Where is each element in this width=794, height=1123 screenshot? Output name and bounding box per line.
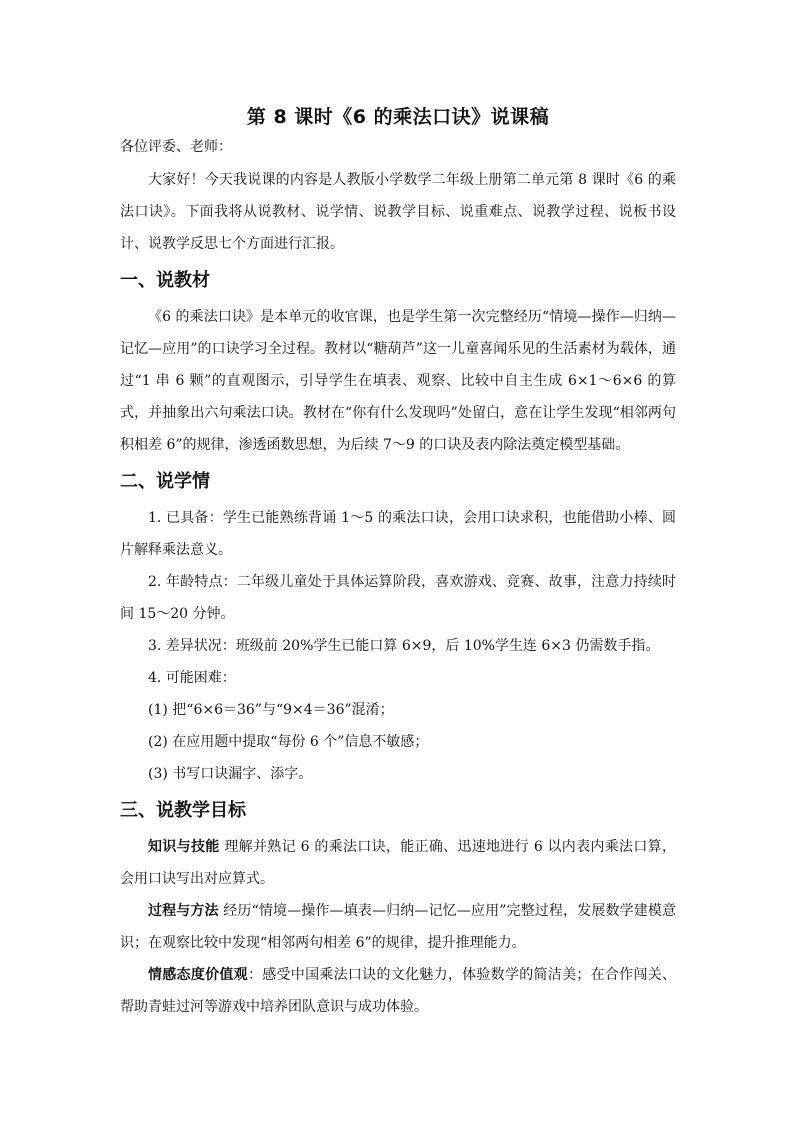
- sub-list-item: (3) 书写口诀漏字、添字。: [148, 766, 313, 782]
- goal-paragraph: [120, 959, 676, 1023]
- salutation: 各位评委、老师：: [120, 139, 232, 155]
- section-textbook: [120, 266, 676, 461]
- list-item: 3. 差异状况：班级前 20%学生已能口算 6×9，后 10%学生连 6×3 仍需数手指。: [148, 638, 660, 654]
- goal-text: 理解并熟记 6 的乘法口诀，能正确、迅速地进行 6 以内表内乘法口算，会用口诀写出对应算式。: [120, 839, 676, 887]
- section-goals: [120, 796, 676, 1023]
- section-heading: 一、说教材: [120, 270, 210, 291]
- list-item: 2. 年龄特点：二年级儿童处于具体运算阶段，喜欢游戏、竞赛、故事，注意力持续时间 15～20 分钟。: [120, 574, 676, 622]
- intro-paragraph: 大家好！今天我说课的内容是人教版小学数学二年级上册第二单元第 8 课时《6 的乘法口诀》。下面我将从说教材、说学情、说教学目标、说重难点、说教学过程、说板书设计、说教学反思七个方面进行汇报。: [120, 172, 676, 252]
- goal-label: 情感态度价值观: [148, 967, 248, 983]
- section-students: [120, 467, 676, 790]
- sub-list-item: (2) 在应用题中提取“每份 6 个”信息不敏感；: [148, 734, 429, 750]
- goal-label: 过程与方法: [148, 903, 219, 919]
- goal-paragraph: [120, 831, 676, 895]
- section-heading: 三、说教学目标: [120, 800, 246, 821]
- goal-text: ：感受中国乘法口诀的文化魅力，体验数学的简洁美；在合作闯关、帮助青蛙过河等游戏中培养团队意识与成功体验。: [120, 967, 677, 1015]
- goal-text: 经历“情境—操作—填表—归纳—记忆—应用”完整过程，发展数学建模意识；在观察比较中发现“相邻两句相差 6”的规律，提升推理能力。: [120, 903, 677, 951]
- goal-paragraph: [120, 895, 676, 959]
- section-paragraph: 《6 的乘法口诀》是本单元的收官课，也是学生第一次完整经历“情境—操作—归纳—记忆—应用”的口诀学习全过程。教材以“糖葫芦”这一儿童喜闻乐见的生活素材为载体，通过“1 串 6 颗”的直观图示，引导学生在填表、观察、比较中自主生成 6×1～6×6 的算式，并抽象出六句乘法口诀。教材在“你有什么发现吗”处留白，意在让学生发现“相邻两句积相差 6”的规律，渗透函数思想，为后续 7～9 的口诀及表内除法奠定模型基础。: [120, 309, 676, 453]
- sub-list-item: (1) 把“6×6＝36”与“9×4＝36”混淆；: [148, 702, 394, 718]
- goal-label: 知识与技能: [148, 839, 220, 855]
- list-item: 1. 已具备：学生已能熟练背诵 1～5 的乘法口诀，会用口诀求积，也能借助小棒、圆片解释乘法意义。: [120, 510, 676, 558]
- section-heading: 二、说学情: [120, 471, 210, 492]
- list-item: 4. 可能困难：: [148, 670, 236, 686]
- document-title: 第 8 课时《6 的乘法口诀》说课稿: [246, 106, 550, 128]
